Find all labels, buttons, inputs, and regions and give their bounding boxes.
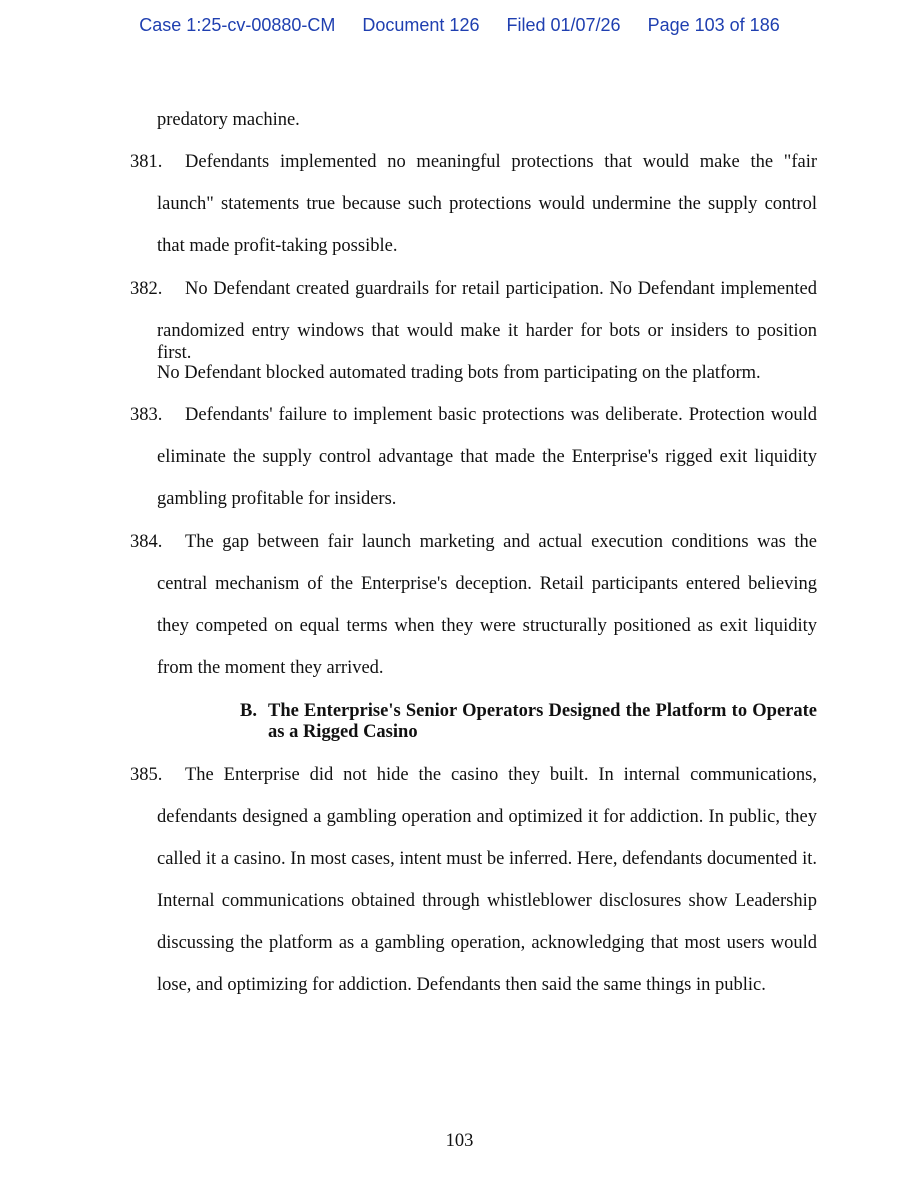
paragraph-line: No Defendant blocked automated trading bots from participating on the platform. — [157, 363, 761, 383]
page-of-total: Page 103 of 186 — [647, 15, 780, 35]
ecf-header — [0, 15, 919, 36]
filed-date: Filed 01/07/26 — [506, 15, 621, 35]
paragraph-line: they competed on equal terms when they were structurally positioned as exit liquidity — [157, 616, 817, 636]
paragraph-line: Defendants' failure to implement basic protections was deliberate. Protection would — [185, 405, 817, 425]
section-letter: B. — [240, 701, 257, 721]
paragraph-line: that made profit-taking possible. — [157, 236, 398, 256]
paragraph-line: called it a casino. In most cases, intent must be inferred. Here, defendants documented it. — [157, 849, 817, 869]
paragraph-line: Internal communications obtained through whistleblower disclosures show Leadership — [157, 891, 817, 911]
paragraph-number: 382. — [130, 279, 163, 299]
section-heading-line: The Enterprise's Senior Operators Designed the Platform to Operate — [268, 701, 817, 721]
paragraph-line: The Enterprise did not hide the casino they built. In internal communications, — [185, 765, 817, 785]
paragraph-line: defendants designed a gambling operation and optimized it for addiction. In public, they — [157, 807, 817, 827]
document-number: Document 126 — [362, 15, 480, 35]
paragraph-line: central mechanism of the Enterprise's deception. Retail participants entered believing — [157, 574, 817, 594]
paragraph-line: No Defendant created guardrails for retail participation. No Defendant implemented — [185, 279, 817, 299]
paragraph-line: Defendants implemented no meaningful protections that would make the "fair — [185, 152, 817, 172]
paragraph-line: lose, and optimizing for addiction. Defendants then said the same things in public. — [157, 975, 766, 995]
paragraph-line: randomized entry windows that would make it harder for bots or insiders to position first. — [157, 321, 817, 363]
paragraph-line: gambling profitable for insiders. — [157, 489, 397, 509]
paragraph-line: launch" statements true because such protections would undermine the supply control — [157, 194, 817, 214]
paragraph-line: discussing the platform as a gambling operation, acknowledging that most users would — [157, 933, 817, 953]
paragraph-number: 381. — [130, 152, 163, 172]
continuation-line: predatory machine. — [157, 110, 300, 130]
paragraph-line: The gap between fair launch marketing and actual execution conditions was the — [185, 532, 817, 552]
page-number: 103 — [445, 1131, 474, 1151]
section-heading-line: as a Rigged Casino — [268, 722, 418, 742]
case-number: Case 1:25-cv-00880-CM — [139, 15, 336, 35]
paragraph-line: from the moment they arrived. — [157, 658, 384, 678]
paragraph-number: 383. — [130, 405, 163, 425]
paragraph-number: 384. — [130, 532, 163, 552]
paragraph-line: eliminate the supply control advantage that made the Enterprise's rigged exit liquidity — [157, 447, 817, 467]
paragraph-number: 385. — [130, 765, 163, 785]
